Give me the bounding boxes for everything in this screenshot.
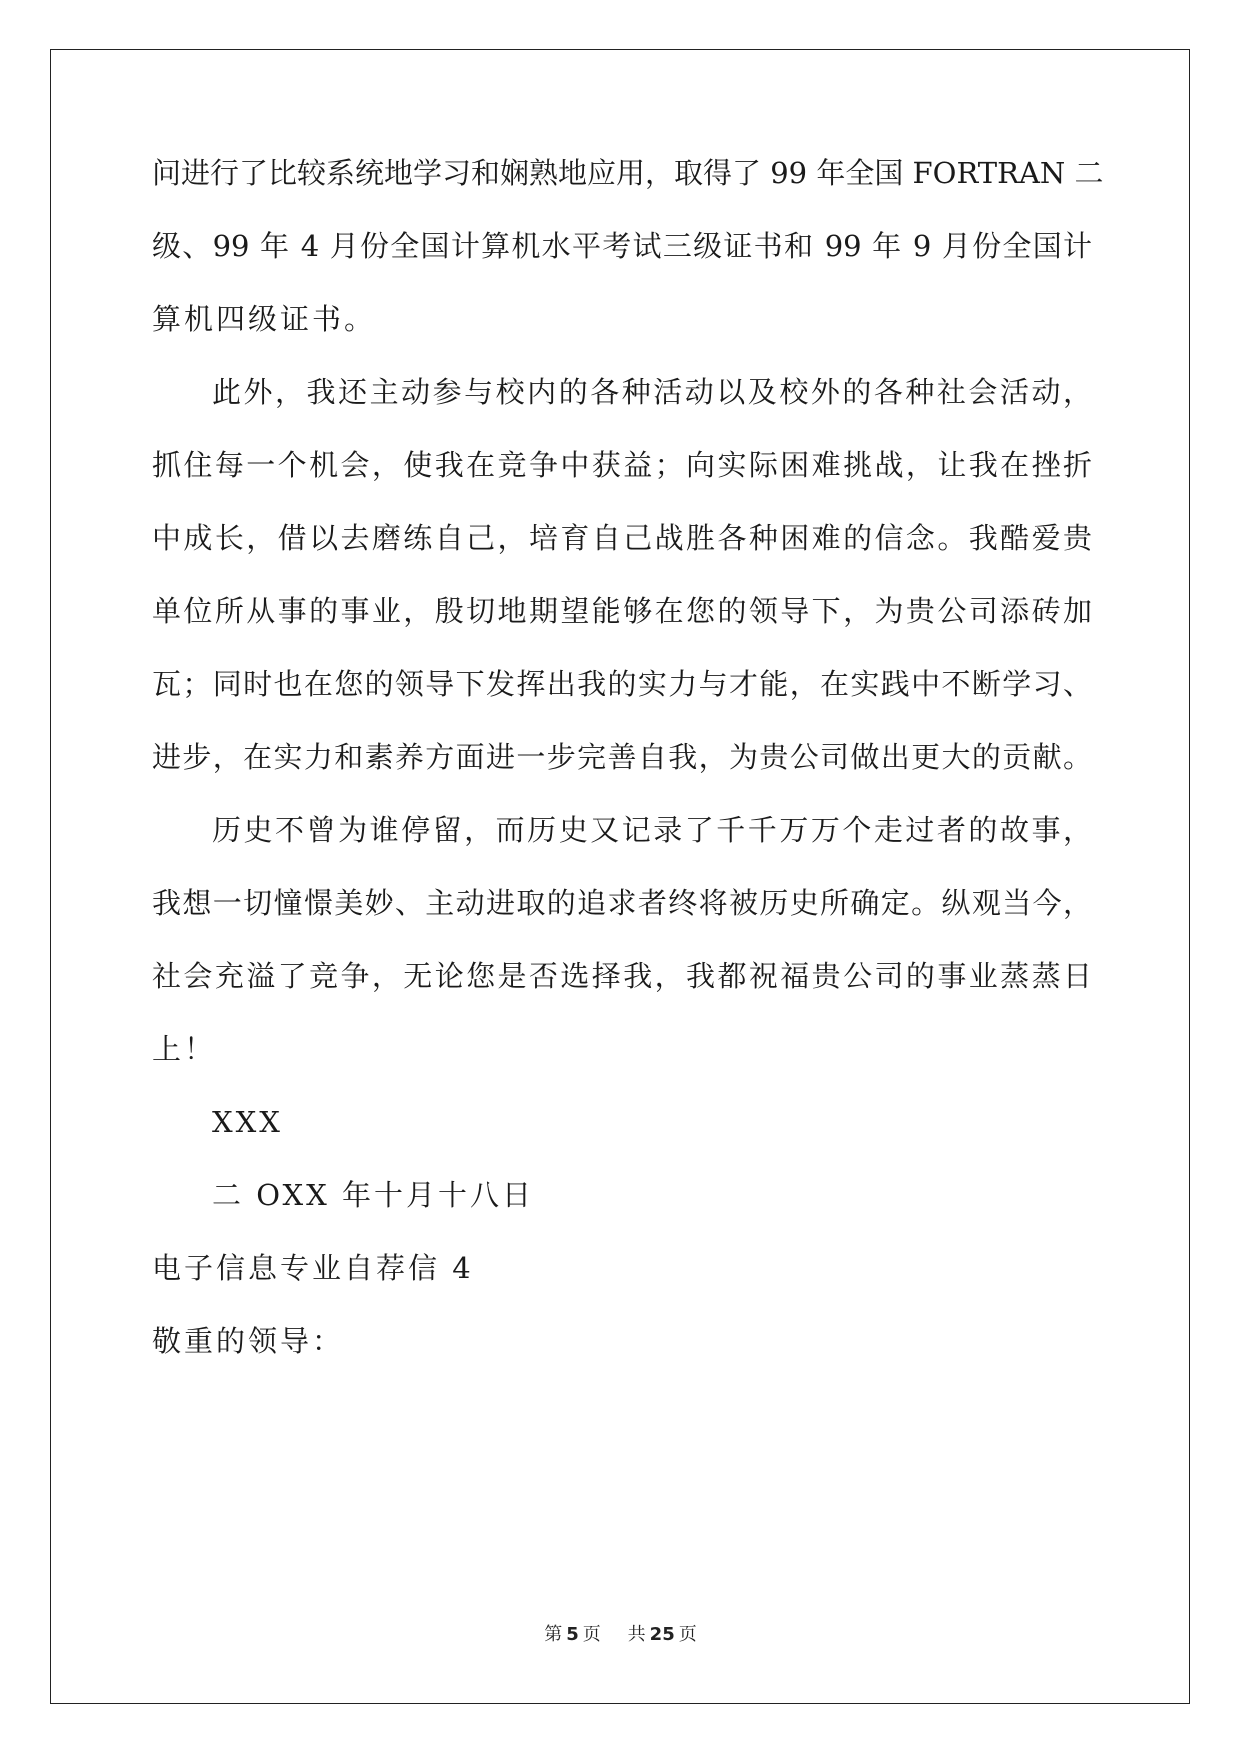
body-line: 社会充溢了竞争，无论您是否选择我，我都祝福贵公司的事业蒸蒸日	[152, 959, 1092, 993]
page-current: 5	[566, 1624, 579, 1645]
body-line: 瓦；同时也在您的领导下发挥出我的实力与才能，在实践中不断学习、	[152, 667, 1092, 701]
signature: XXX	[212, 1105, 283, 1139]
page-suffix: 页	[582, 1624, 601, 1645]
body-line: 单位所从事的事业，殷切地期望能够在您的领导下，为贵公司添砖加	[152, 594, 1092, 628]
body-line: 算机四级证书。	[152, 302, 377, 336]
body-line: 级、99 年 4 月份全国计算机水平考试三级证书和 99 年 9 月份全国计	[152, 229, 1092, 263]
page-border	[50, 49, 1190, 1704]
page-total: 25	[649, 1624, 675, 1645]
total-prefix: 共	[627, 1624, 646, 1645]
body-line: 此外，我还主动参与校内的各种活动以及校外的各种社会活动，	[212, 375, 1092, 409]
page-footer	[0, 1620, 1241, 1646]
body-line: 我想一切憧憬美妙、主动进取的追求者终将被历史所确定。纵观当今，	[152, 886, 1092, 920]
body-line: 中成长，借以去磨练自己，培育自己战胜各种困难的信念。我酷爱贵	[152, 521, 1092, 555]
page-prefix: 第	[544, 1624, 563, 1645]
total-suffix: 页	[678, 1624, 697, 1645]
salutation: 敬重的领导：	[152, 1324, 345, 1358]
section-heading: 电子信息专业自荐信 4	[152, 1251, 474, 1285]
letter-date: 二 OXX 年十月十八日	[212, 1178, 534, 1212]
body-line: 上！	[152, 1032, 217, 1066]
body-line: 进步，在实力和素养方面进一步完善自我，为贵公司做出更大的贡献。	[152, 740, 1092, 774]
body-line: 问进行了比较系统地学习和娴熟地应用，取得了 99 年全国 FORTRAN 二	[152, 156, 1104, 190]
body-line: 历史不曾为谁停留，而历史又记录了千千万万个走过者的故事，	[212, 813, 1092, 847]
body-line: 抓住每一个机会，使我在竞争中获益；向实际困难挑战，让我在挫折	[152, 448, 1092, 482]
